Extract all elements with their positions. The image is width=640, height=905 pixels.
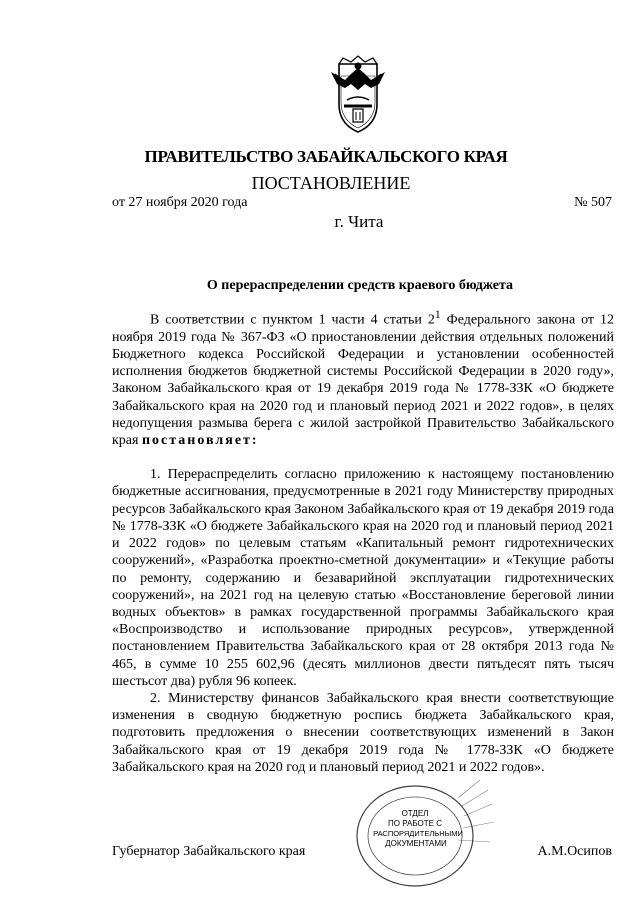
doc-city: г. Чита (334, 212, 384, 231)
doc-date: от 27 ноября 2020 года (112, 195, 248, 210)
signature-line (112, 844, 612, 860)
stamp-line-1: ОТДЕЛ (401, 809, 429, 818)
intro-text-a: В соответствии с пунктом 1 части 4 статьи 2 (150, 312, 435, 328)
doc-heading: О перераспределении средств краевого бюджета (206, 278, 514, 293)
intro-text-b: Федерального закона от 12 ноября 2019 года № 367-ФЗ «О приостановлении действия отдельных положений Бюджетного кодекса Российской Федерации и установлении особенностей исполнения бюджетов бюджетной системы Российской Федерации в 2020 году», Законом Забайкальского края от 19 декабря 2019 года № 1778-ЗЗК «О бюджете Забайкальского края на 2020 год и плановый период 2021 и 2022 годов», в целях недопущения размыва берега с жилой застройкой Правительство Забайкальского края (112, 312, 615, 449)
intro-paragraph (112, 306, 614, 449)
stamp-line-3: РАСПОРЯДИТЕЛЬНЫМИ (373, 829, 463, 838)
stamp-seal (350, 770, 500, 888)
doc-number: № 507 (574, 195, 612, 210)
zabaikalsky-krai-coat-of-arms-icon (325, 54, 391, 136)
date-number-line (112, 195, 612, 211)
paragraph-2: 2. Министерству финансов Забайкальского края внести соответствующие изменения в сводную бюджетную роспись бюджета Забайкальского края, подготовить предложения о внесении соответствующих изменений в Закон Забайкальского края от 19 декабря 2019 года № 1778-ЗЗК «О бюджете Забайкальского края на 2020 год и плановый период 2021 и 2022 годов». (112, 690, 614, 775)
signatory-position: Губернатор Забайкальского края (112, 844, 306, 859)
intro-superscript: 1 (434, 308, 441, 321)
stamp-line-4: ДОКУМЕНТАМИ (385, 839, 447, 848)
signatory-name: А.М.Осипов (537, 844, 612, 859)
doc-kind: ПОСТАНОВЛЕНИЕ (251, 173, 411, 193)
stamp-line-2: ПО РАБОТЕ С (388, 819, 442, 828)
intro-resolves: постановляет: (141, 433, 259, 449)
doc-body (112, 306, 614, 776)
paragraph-1: 1. Перераспределить согласно приложению к настоящему постановлению бюджетные ассигнования, предусмотренные в 2021 году Министерству природных ресурсов Забайкальского края Законом Забайкальского края от 19 декабря 2019 года № 1778-ЗЗК «О бюджете Забайкальского края на 2020 год и плановый период 2021 и 2022 годов» по целевым статьям «Капитальный ремонт гидротехнических сооружений», «Разработка проектно-сметной документации» и «Текущие работы по ремонту, содержанию и безаварийной эксплуатации гидротехнических сооружений», на 2021 год на целевую статью «Восстановление береговой линии водных объектов» в рамках государственной программы Забайкальского края «Воспроизводство и использование природных ресурсов», утвержденной постановлением Правительства Забайкальского края от 28 октября 2013 года № 465, в сумме 10 255 602,96 (десять миллионов двести пятьдесят пять тысяч шестьсот два) рубля 96 копеек. (112, 467, 614, 689)
org-title: ПРАВИТЕЛЬСТВО ЗАБАЙКАЛЬСКОГО КРАЯ (144, 147, 508, 166)
